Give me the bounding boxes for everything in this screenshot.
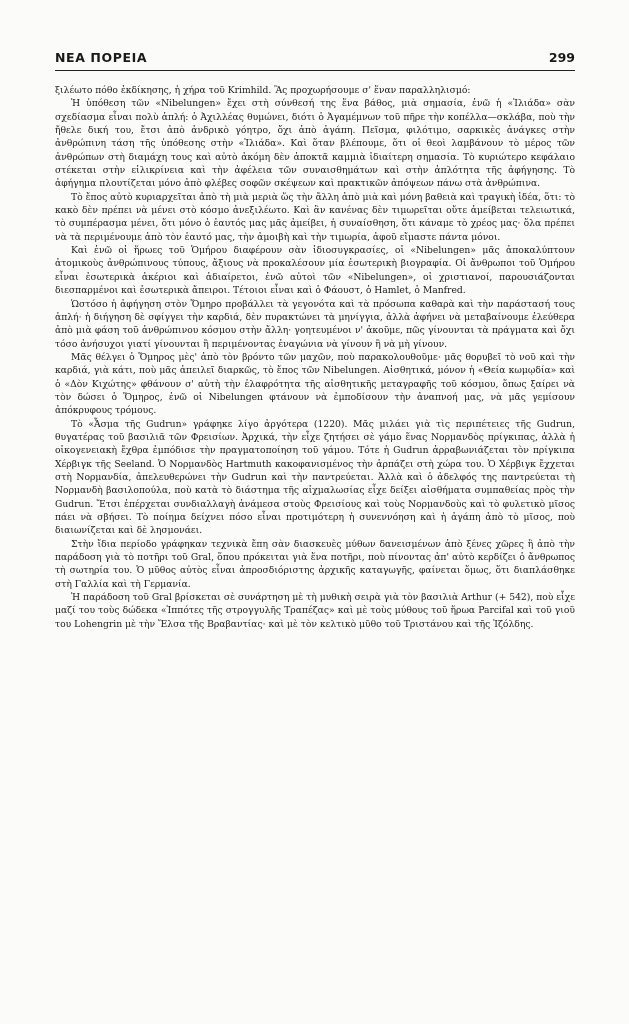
paragraph: Τὸ ἔπος αὐτὸ κυριαρχεῖται ἀπὸ τὴ μιὰ μεριὰ ὥς τὴν ἄλλη ἀπὸ μιὰ καὶ μόνη βαθειὰ καὶ τραγικὴ ἰδέα, ὅτι: τὸ κακὸ δὲν πρέπει νὰ μένει στὸ κόσμο ἀνεξιλέωτο. Καὶ ἂν κανένας δὲν τιμωρεῖται οὔτε ἀμείβεται τελειωτικά, τὸ συμπέρασμα μένει, ὅτι μόνο ὁ ἑαυτός μας μᾶς ἀμείβει, ἡ συναίσθηση, ὅτι κάναμε τὸ χρέος μας· ὅλα πρέπει νὰ τὰ περιμένουμε ἀπὸ τὸν ἑαυτό μας, τὴν ἀμοιβὴ καὶ τὴν τιμωρία, ἀφοῦ εἴμαστε πάντα μόνοι. [55,191,575,243]
paragraph: Τὸ «Ἆσμα τῆς Gudrun» γράφηκε λίγο ἀργότερα (1220). Μᾶς μιλάει γιὰ τὶς περιπέτειες τῆς Gudrun, θυγατέρας τοῦ βασιλιᾶ τῶν Φρεισίων. Ἀρχικά, τὴν εἶχε ζητήσει σὲ γάμο ἕνας Νορμανδὸς πρίγκιπας, ἀλλὰ ἡ οἰκογενειακὴ ἔχθρα ἐμπόδισε τὴν πραγματοποίηση τοῦ γάμου. Τότε ἡ Gudrun ἀρραβωνιάζεται τὸν πρίγκιπα Χέρβιγκ τῆς Seeland. Ὁ Νορμανδὸς Hartmuth κακοφανισμένος τὴν ἁρπάζει στὴ χώρα του. Ὁ Χέρβιγκ ἔχχεται στὴ Νορμανδία, ἀπελευθερώνει τὴν Gudrun καὶ τὴν παντρεύεται. Ἀλλὰ καὶ ὁ ἀδελφός της παντρεύεται τὴ Νορμανδὴ βασιλοπούλα, ποὺ κατὰ τὸ διάστημα τῆς αἰχμαλωσίας εἶχε δείξει αἰσθήματα συμπαθείας πρὸς τὴν Gudrun. Ἔτσι ἐπέρχεται συνδιαλλαγὴ ἀνάμεσα στοὺς Φρεισίους καὶ τοὺς Νορμανδοὺς καὶ τὸ φυλετικὸ μῖσος πάει νὰ σβήσει. Τὸ ποίημα δείχνει πόσο εἶναι προτιμότερη ἡ συνεννόηση καὶ ἡ ἀγάπη ἀπὸ τὸ μῖσος, ποὺ διαιωνίζεται καὶ δὲ λησμονάει. [55,418,575,537]
paragraph: Ἡ παράδοση τοῦ Gral βρίσκεται σὲ συνάρτηση μὲ τὴ μυθικὴ σειρὰ γιὰ τὸν βασιλιὰ Arthur (+ 542), ποὺ εἶχε μαζί του τοὺς δώδεκα «Ἱππότες τῆς στρογγυλῆς Τραπέζας» καὶ μὲ τοὺς μύθους τοῦ ἥρωα Parcifal καὶ τοῦ γιοῦ του Lohengrin μὲ τὴν Ἔλσα τῆς Βραβαντίας· καὶ μὲ τὸν κελτικὸ μῦθο τοῦ Τριστάνου καὶ τῆς Ἰζόλδης. [55,592,575,630]
paragraph: Ὡστόσο ἡ ἀφήγηση στὸν Ὅμηρο προβάλλει τὰ γεγονότα καὶ τὰ πρόσωπα καθαρὰ καὶ τὴν παράστασή τους ἁπλή· ἡ διήγηση δὲ σφίγγει τὴν καρδιά, δὲν πυρακτώνει τὰ μηνίγγια, ἀλλὰ ἀφήνει νὰ μεταβαίνουμε ἐλεύθερα ἀπὸ μιὰ φάση τοῦ ἀνθρώπινου κόσμου στὴν ἄλλη· γοητευμένοι ν' ἀκοῦμε, πῶς γίνουνται τὰ πράγματα καὶ ὄχι τόσο ἀνήσυχοι γιατί γίνουνται ἢ περιμένοντας ἐναγώνια νὰ γίνουν ἢ νὰ μὴ γίνουν. [55,298,575,350]
paragraph: ξιλέωτο πόθο ἐκδίκησης, ἡ χήρα τοῦ Krimhild. Ἂς προχωρήσουμε σ' ἕναν παραλληλισμό: [55,85,471,96]
paragraph: Στὴν ἴδια περίοδο γράφηκαν τεχνικὰ ἔπη σὰν διασκευὲς μύθων δανεισμένων ἀπὸ ξένες χῶρες ἢ ἀπὸ τὴν παράδοση γιὰ τὸ ποτῆρι τοῦ Gral, ὅπου πρόκειται γιὰ ἕνα ποτῆρι, ποὺ πίνοντας ἀπ' αὐτὸ κερδίζει ὁ ἄνθρωπος τὴ σωτηρία του. Ὁ μῦθος αὐτὸς εἶναι ἀπροσδιόριστης ἀρχικῆς καταγωγῆς, φαίνεται ὅμως, ὅτι διαπλάσθηκε στὴ Γαλλία καὶ τὴ Γερμανία. [55,538,575,590]
page-number: 299 [548,50,575,65]
page [55,48,575,631]
paragraph: Καὶ ἐνῶ οἱ ἥρωες τοῦ Ὁμήρου διαφέρουν σὰν ἰδιοσυγκρασίες, οἱ «Nibelungen» μᾶς ἀποκαλύπτουν ἀτομικοὺς ἀνθρώπινους τύπους, ἄξιους νὰ προκαλέσουν μία ἐσωτερικὴ βιογραφία. Οἱ ἄνθρωποι τοῦ Ὁμήρου εἶναι ἐσωτερικὰ ἀκέριοι καὶ ἀδιαίρετοι, ἐνῶ αὐτοὶ τῶν «Nibelungen», οἱ χριστιανοί, παρουσιάζονται διεσπαρμένοι καὶ ἐσωτερικὰ ἄπειροι. Τέτοιοι εἶναι καὶ ὁ Φάουστ, ὁ Hamlet, ὁ Manfred. [55,245,575,297]
paragraph: Ἡ ὑπόθεση τῶν «Nibelungen» ἔχει στὴ σύνθεσή της ἕνα βάθος, μιὰ σημασία, ἐνῶ ἡ «Ἰλιάδα» σὰν σχεδίασμα εἶναι πολὺ ἁπλή: ὁ Ἀχιλλέας θυμώνει, διότι ὁ Ἀγαμέμνων τοῦ πῆρε τὴν κοπέλλα—σκλάβα, ποὺ τὴν ἤθελε δική του, ἔτσι ἀπὸ ἀνδρικὸ γόητρο, ὄχι ἀπὸ ἀγάπη. Πεῖσμα, φιλότιμο, σαρκικὲς ἀνάγκες στὴν ἀνθρώπινη τάση τῆς ὑπόθεσης στὴν «Ἰλιάδα». Καὶ ὅταν βλέπουμε, ὅτι οἱ θεοὶ λαμβάνουν τὸ μέρος τῶν ἀνθρώπων στὴ διαμάχη τους καὶ αὐτὸ ἀκόμη δὲν ἀποκτᾶ καμμιὰ ἰδιαίτερη σημασία. Τὸ κυριώτερο κεφάλαιο στέκεται στὴν εἰλικρίνεια καὶ τὴν ἀφέλεια τῶν συναισθημάτων καὶ στὴν ἁπλότητα τῆς ἀφήγησης. Τὸ ἀφήγημα πλουτίζεται μόνο ἀπὸ φλέβες σοφῶν σκέψεων καὶ πρακτικῶν ἀπόψεων πάνω στὰ ἀνθρώπινα. [55,98,575,190]
article-body [55,84,575,631]
paragraph: Μᾶς θέλγει ὁ Ὅμηρος μὲς' ἀπὸ τὸν βρόντο τῶν μαχῶν, ποὺ παρακολουθοῦμε· μᾶς θορυβεῖ τὸ νοῦ καὶ τὴν καρδιά, γιὰ κάτι, ποὺ μᾶς ἀπειλεῖ διαρκῶς, τὸ ἔπος τῶν Nibelungen. Αἰσθητικά, μόνον ἡ «Θεία κωμῳδία» καὶ ὁ «Δὸν Κιχώτης» φθάνουν σ' αὐτὴ τὴν ἐλαφρότητα τῆς αἰσθητικῆς μεταγραφῆς τοῦ κόσμου, ὅπως ξαίρει νὰ τὸν δώσει ὁ Ὅμηρος, ἐνῶ οἱ Nibelungen φτάνουν νὰ ἐμποδίσουν τὴν ἀναπνοή μας, νὰ μᾶς γεμίσουν ἀπόκρυφους τρόμους. [55,351,575,417]
journal-title: ΝΕΑ ΠΟΡΕΙΑ [55,50,148,65]
running-header [55,48,575,71]
